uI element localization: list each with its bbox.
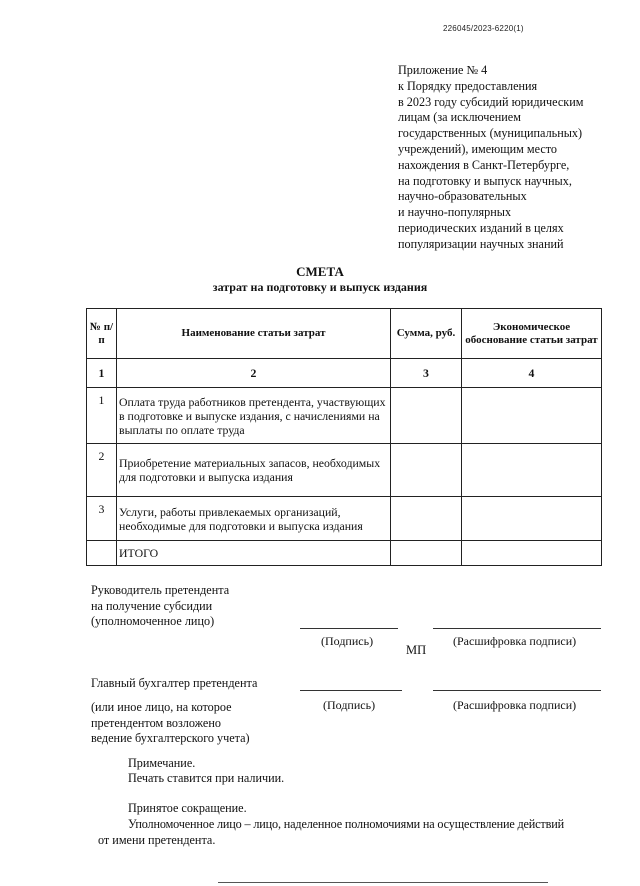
accountant-label-line: (или иное лицо, на которое xyxy=(91,700,232,714)
head-signature-line[interactable] xyxy=(300,628,398,629)
accountant-signature-caption: (Подпись) xyxy=(323,698,376,712)
row-number: 3 xyxy=(87,497,117,541)
row-name: Услуги, работы привлекаемых организаций, необходимые для подготовки и выпуска издания xyxy=(117,497,391,541)
total-sum[interactable] xyxy=(391,541,462,566)
head-signature-caption: (Подпись) xyxy=(321,634,374,648)
note-text: Печать ставится при наличии. xyxy=(128,771,285,785)
annex-line: научно-образовательных xyxy=(398,189,527,204)
head-label-line: (уполномоченное лицо) xyxy=(91,614,215,628)
table-row xyxy=(87,444,602,497)
table-row xyxy=(87,497,602,541)
stamp-place: МП xyxy=(406,643,427,657)
index-cell: 3 xyxy=(391,359,462,388)
header-num: № п/п xyxy=(87,309,117,359)
index-cell: 1 xyxy=(87,359,117,388)
accountant-label-line: ведение бухгалтерского учета) xyxy=(91,731,250,745)
header-name: Наименование статьи затрат xyxy=(117,309,391,359)
annex-line: учреждений), имеющим место xyxy=(398,141,557,156)
total-label: ИТОГО xyxy=(117,541,391,566)
accountant-label: Главный бухгалтер претендента xyxy=(91,676,258,690)
row-basis[interactable] xyxy=(462,388,602,444)
row-sum[interactable] xyxy=(391,497,462,541)
abbreviation-title: Принятое сокращение. xyxy=(128,801,247,815)
row-basis[interactable] xyxy=(462,444,602,497)
total-num xyxy=(87,541,117,566)
row-name: Приобретение материальных запасов, необходимых для подготовки и выпуска издания xyxy=(117,444,391,497)
accountant-decode-caption: (Расшифровка подписи) xyxy=(453,698,577,712)
head-decode-caption: (Расшифровка подписи) xyxy=(453,634,577,648)
table-row xyxy=(87,388,602,444)
abbreviation-text: Уполномоченное лицо – лицо, наделенное полномочиями на осуществление действий xyxy=(128,817,564,831)
annex-header xyxy=(398,63,630,253)
document-subtitle: затрат на подготовку и выпуск издания xyxy=(212,280,428,294)
head-signature-label xyxy=(91,583,229,630)
accountant-decode-line[interactable] xyxy=(433,690,601,691)
document-id: 226045/2023-6220(1) xyxy=(443,24,524,33)
head-label-line: на получение субсидии xyxy=(91,598,213,613)
annex-line: и научно-популярных xyxy=(398,205,512,220)
annex-line: к Порядку предоставления xyxy=(398,78,538,93)
annex-line: лицам (за исключением xyxy=(398,110,521,125)
annex-line: нахождения в Санкт-Петербурге, xyxy=(398,157,570,172)
total-basis[interactable] xyxy=(462,541,602,566)
document-title: СМЕТА xyxy=(296,264,344,279)
row-number: 2 xyxy=(87,444,117,497)
annex-line: на подготовку и выпуск научных, xyxy=(398,173,572,188)
annex-line: государственных (муниципальных) xyxy=(398,126,583,141)
header-basis: Экономическое обоснование статьи затрат xyxy=(462,309,602,359)
row-sum[interactable] xyxy=(391,444,462,497)
row-basis[interactable] xyxy=(462,497,602,541)
annex-line: Приложение № 4 xyxy=(398,63,488,77)
abbreviation-text-cont: от имени претендента. xyxy=(98,833,216,847)
note-title: Примечание. xyxy=(128,756,196,770)
cost-estimate-table xyxy=(86,308,602,566)
table-index-row xyxy=(87,359,602,388)
header-sum: Сумма, руб. xyxy=(391,309,462,359)
annex-line: популяризации научных знаний xyxy=(398,236,564,251)
index-cell: 4 xyxy=(462,359,602,388)
annex-line: в 2023 году субсидий юридическим xyxy=(398,94,584,109)
annex-line: периодических изданий в целях xyxy=(398,220,564,235)
accountant-signature-line[interactable] xyxy=(300,690,402,691)
head-decode-line[interactable] xyxy=(433,628,601,629)
accountant-sublabel xyxy=(91,700,250,747)
head-label-line: Руководитель претендента xyxy=(91,583,230,597)
bottom-rule xyxy=(218,882,548,883)
accountant-label-line: претендентом возложено xyxy=(91,715,221,730)
row-name: Оплата труда работников претендента, участвующих в подготовке и выпуске издания, с начислениями на выплаты по оплате труда xyxy=(117,388,391,444)
table-header-row xyxy=(87,309,602,359)
row-sum[interactable] xyxy=(391,388,462,444)
index-cell: 2 xyxy=(117,359,391,388)
table-total-row xyxy=(87,541,602,566)
row-number: 1 xyxy=(87,388,117,444)
